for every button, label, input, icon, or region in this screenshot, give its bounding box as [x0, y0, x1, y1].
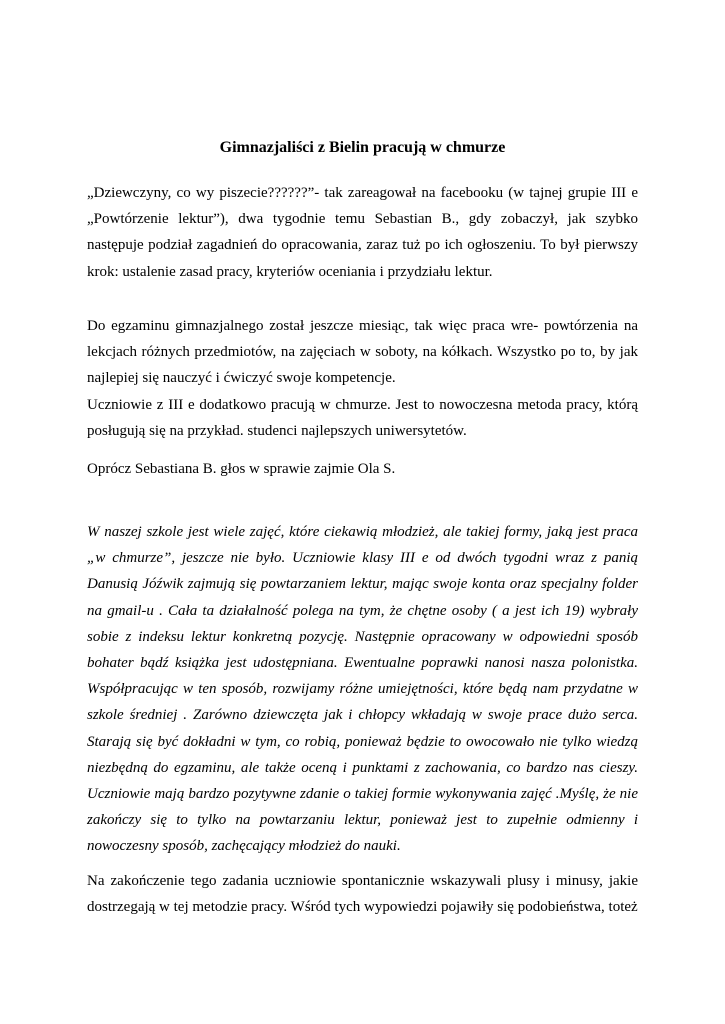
paragraph-voice: Oprócz Sebastiana B. głos w sprawie zajmie Ola S.	[87, 461, 396, 477]
paragraph-exam-part1: Do egzaminu gimnazjalnego został jeszcze miesiąc, tak więc praca wre- powtórzenia na lekcjach różnych przedmiotów, na zajęciach w soboty, na kółkach. Wszystko po to, by jak najlepiej się nauczyć i ćwiczyć swoje kompetencje.	[87, 318, 638, 387]
paragraph-intro: „Dziewczyny, co wy piszecie??????”- tak zareagował na facebooku (w tajnej grupie III e „Powtórzenie lektur”), dwa tygodnie temu Sebastian B., gdy zobaczył, jak szybko następuje podział zagadnień do opracowania, zaraz tuż po ich ogłoszeniu. To był pierwszy krok: ustalenie zasad pracy, kryteriów oceniania i przydziału lektur.	[87, 185, 638, 280]
paragraph-quote: W naszej szkole jest wiele zajęć, które ciekawią młodzież, ale takiej formy, jaką jest praca „w chmurze”, jeszcze nie było. Uczniowie klasy III e od dwóch tygodni wraz z panią Danusią Jóźwik zajmują się powtarzaniem lektur, mając swoje konta oraz specjalny folder na gmail-u . Cała ta działalność polega na tym, że chętne osoby ( a jest ich 19) wybrały sobie z indeksu lektur konkretną pozycję. Następnie opracowany w odpowiedni sposób bohater bądź książka jest udostępniana. Ewentualne poprawki nanosi nasza polonistka. Współpracując w ten sposób, rozwijamy różne umiejętności, które będą nam przydatne w szkole średniej . Zarówno dziewczęta jak i chłopcy wkładają w swoje prace dużo serca. Starają się być dokładni w tym, co robią, ponieważ będzie to owocowało nie tylko wiedzą niezbędną do egzaminu, ale także oceną i punktami z zachowania, co bardzo nas cieszy. Uczniowie mają bardzo pozytywne zdanie o takiej formie wykonywania zajęć .Myślę, że nie zakończy się to tylko na powtarzaniu lektur, ponieważ jest to zupełnie odmienny i nowoczesny sposób, zachęcający młodzież do nauki.	[87, 524, 638, 855]
paragraph-exam	[87, 313, 638, 444]
paragraph-exam-part2: Uczniowie z III e dodatkowo pracują w chmurze. Jest to nowoczesna metoda pracy, którą posługują się na przykład. studenci najlepszych uniwersytetów.	[87, 396, 638, 439]
paragraph-conclusion: Na zakończenie tego zadania uczniowie spontanicznie wskazywali plusy i minusy, jakie dostrzegają w tej metodzie pracy. Wśród tych wypowiedzi pojawiły się podobieństwa, toteż	[87, 873, 638, 916]
article-title: Gimnazjaliści z Bielin pracują w chmurze	[219, 139, 506, 156]
